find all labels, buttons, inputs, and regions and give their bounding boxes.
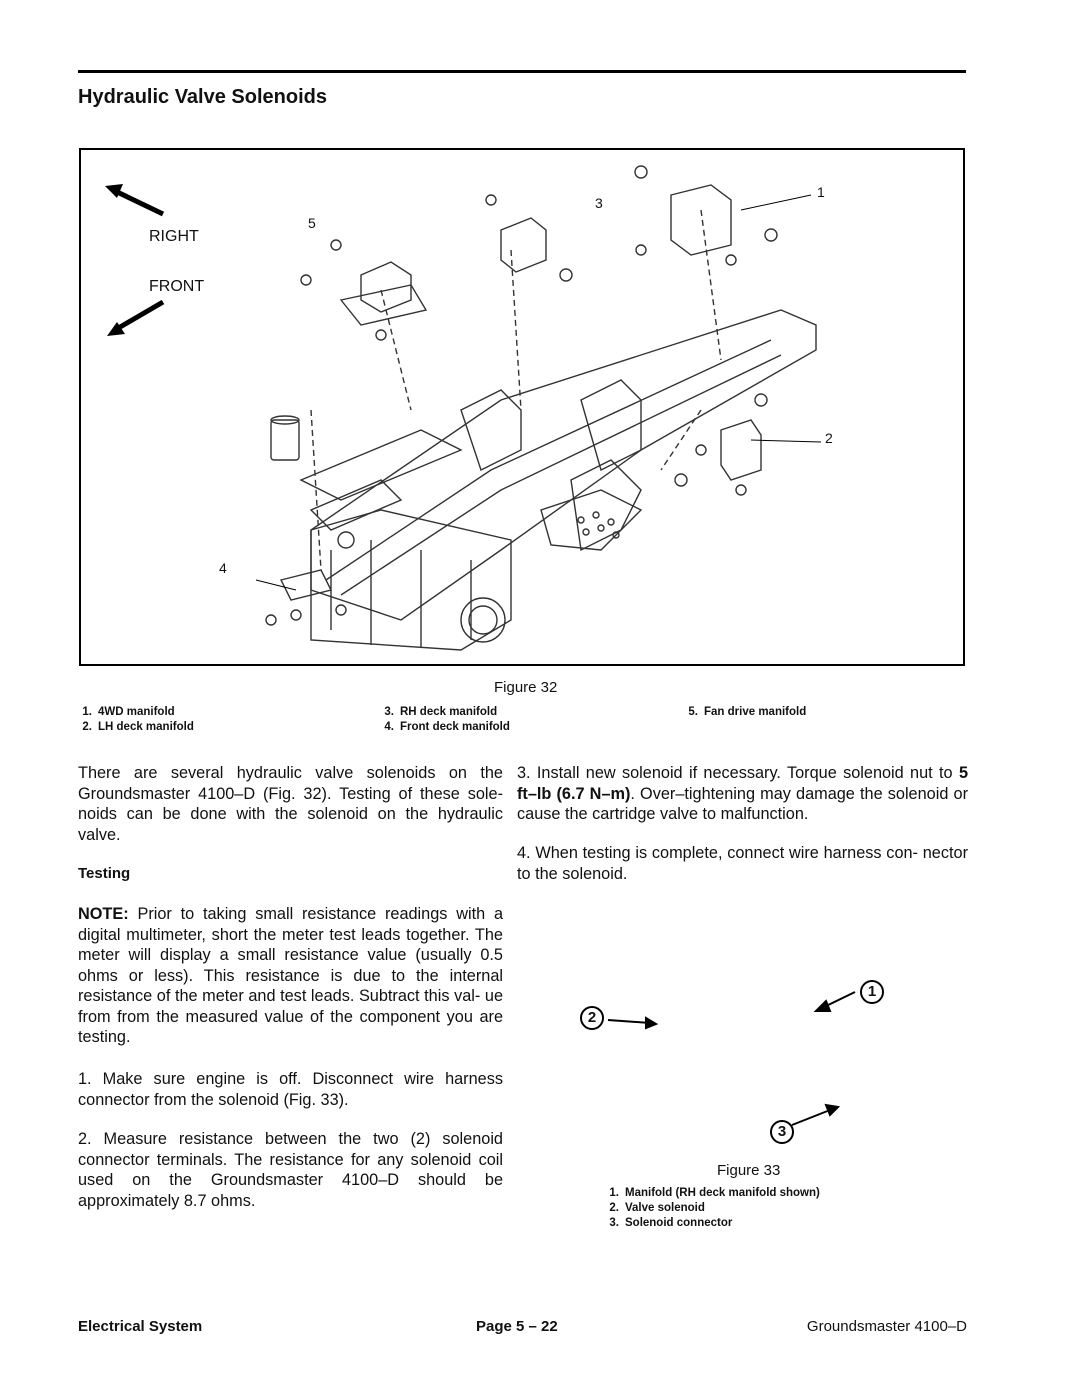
legend-item: 3. RH deck manifold xyxy=(384,706,498,718)
callout-3: 3 xyxy=(595,195,603,211)
figure-32-caption: Figure 32 xyxy=(494,679,558,696)
fig33-callout-3: 3 xyxy=(770,1120,794,1144)
callout-1: 1 xyxy=(817,184,825,200)
step-3-paragraph: 3. Install new solenoid if necessary. Torque solenoid nut to 5 ft–lb (6.7 N–m). Over–tightening may damage the solenoid or cause the cartridge valve to malfunction. xyxy=(517,764,969,823)
legend-item: 1. Manifold (RH deck manifold shown) xyxy=(609,1187,820,1199)
callout-4: 4 xyxy=(219,560,227,576)
fig33-callout-1: 1 xyxy=(860,980,884,1004)
footer-section: Electrical System xyxy=(78,1318,203,1335)
solenoid-photo-area xyxy=(560,975,900,1155)
legend-item: 3. Solenoid connector xyxy=(609,1217,733,1229)
step-1-paragraph: 1. Make sure engine is off. Disconnect wire harness connector from the solenoid (Fig. 33). xyxy=(78,1070,503,1109)
figure-33-caption: Figure 33 xyxy=(717,1162,781,1179)
step-4-paragraph: 4. When testing is complete, connect wire harness con- nector to the solenoid. xyxy=(517,844,968,883)
figure-32-frame xyxy=(79,148,965,666)
frame-exploded-diagram xyxy=(81,150,963,664)
footer-product: Groundsmaster 4100–D xyxy=(806,1318,967,1335)
note-paragraph: NOTE: Prior to taking small resistance readings with a digital multimeter, short the meter test leads together. The meter will display a small resistance value (usually 0.5 ohms or less). This resistance is due to the internal resistance of the meter and test leads. Subtract this val- ue from from the measured value of the component you are testing. xyxy=(78,905,503,1046)
direction-right-label: RIGHT xyxy=(149,228,199,245)
testing-heading: Testing xyxy=(78,865,131,882)
page-title: Hydraulic Valve Solenoids xyxy=(78,86,327,108)
header-rule xyxy=(78,70,966,73)
intro-paragraph: There are several hydraulic valve solenoids on the Groundsmaster 4100–D (Fig. 32). Testing of these sole- noids can be done with the solenoid on the hydraulic valve. xyxy=(78,764,503,844)
footer-page-number: Page 5 – 22 xyxy=(476,1318,558,1335)
callout-2: 2 xyxy=(825,430,833,446)
step-2-paragraph: 2. Measure resistance between the two (2) solenoid connector terminals. The resistance for any solenoid coil used on the Groundsmaster 4100–D should be approximately 8.7 ohms. xyxy=(78,1130,503,1210)
legend-item: 5. Fan drive manifold xyxy=(688,706,807,718)
legend-item: 1. 4WD manifold xyxy=(82,706,175,718)
legend-item: 2. LH deck manifold xyxy=(82,721,194,733)
fig33-callout-2: 2 xyxy=(580,1006,604,1030)
callout-5: 5 xyxy=(308,215,316,231)
direction-front-label: FRONT xyxy=(149,278,205,295)
legend-item: 4. Front deck manifold xyxy=(384,721,510,733)
legend-item: 2. Valve solenoid xyxy=(609,1202,705,1214)
